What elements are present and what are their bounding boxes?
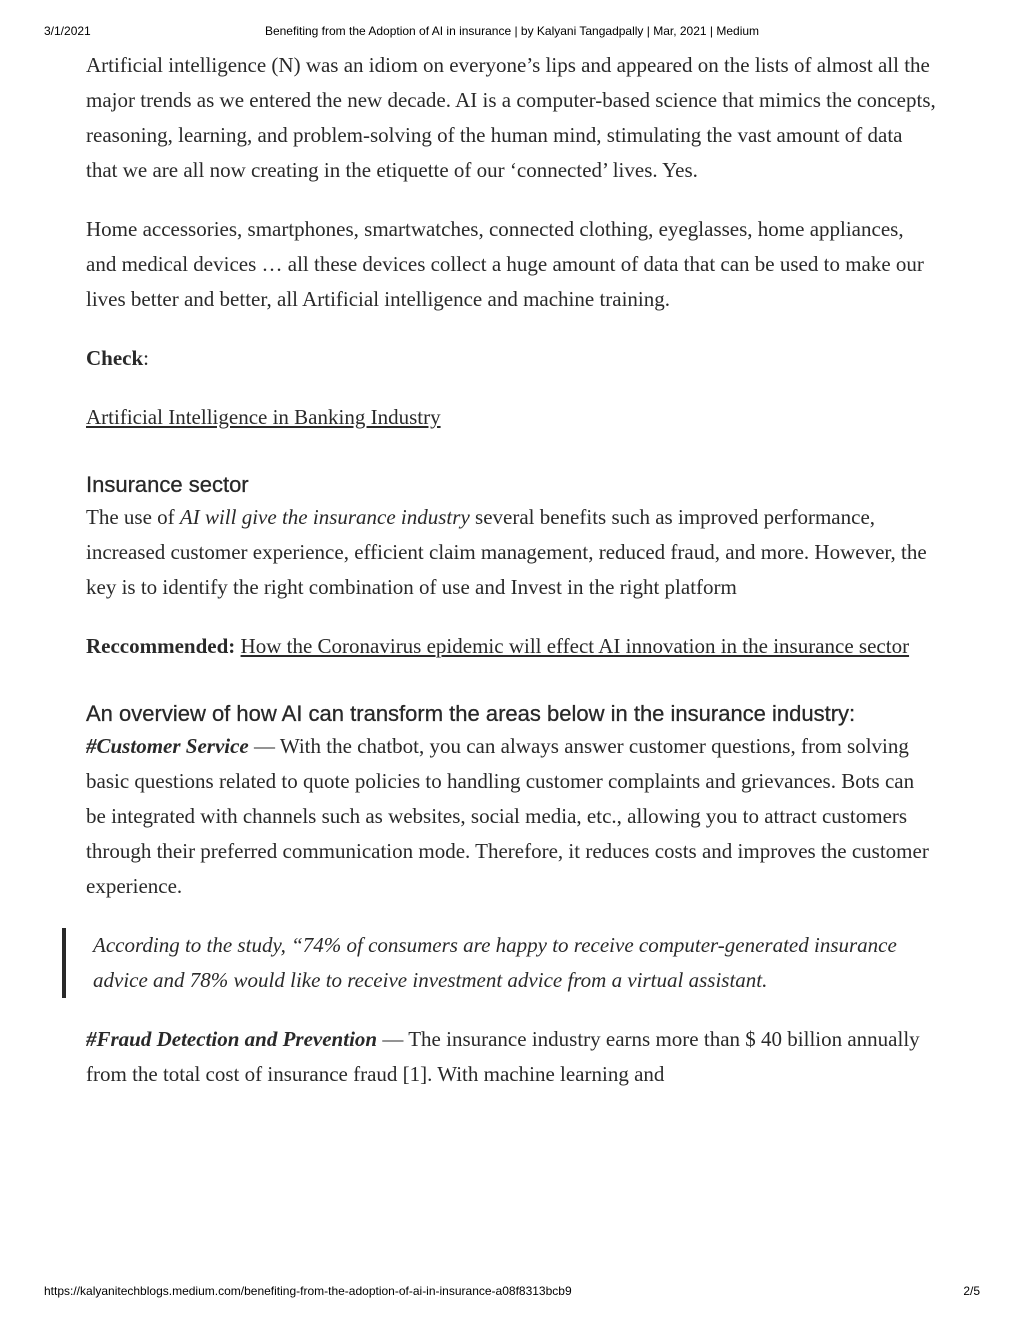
- fraud-text: — The insurance industry earns more than $ 40 billion annually from the total cost of insurance fraud [1]. With machine learning and: [86, 1027, 920, 1086]
- banking-industry-link[interactable]: Artificial Intelligence in Banking Industry: [86, 405, 441, 429]
- banking-paragraph: [86, 400, 936, 435]
- insurance-sector-heading: Insurance sector: [86, 472, 249, 497]
- study-quote-text: According to the study, “74% of consumers are happy to receive computer-generated insurance advice and 78% would like to receive investment advice from a virtual assistant.: [93, 933, 897, 992]
- insurance-text-italic: AI will give the insurance industry: [179, 505, 470, 529]
- overview-heading: An overview of how AI can transform the areas below in the insurance industry:: [86, 701, 856, 726]
- print-page-title: Benefiting from the Adoption of AI in insurance | by Kalyani Tangadpally | Mar, 2021 | Medium: [264, 24, 760, 38]
- check-label: Check: [86, 346, 144, 370]
- intro-paragraph: Artificial intelligence (N) was an idiom on everyone’s lips and appeared on the lists of almost all the major trends as we entered the new decade. AI is a computer-based science that mimics the concepts, reasoning, learning, and problem-solving of the human mind, stimulating the vast amount of data that we are all now creating in the etiquette of our ‘connected’ lives. Yes.: [86, 53, 936, 182]
- recommended-paragraph: [86, 629, 936, 664]
- print-footer: [0, 1284, 1024, 1300]
- fraud-label: #Fraud Detection and Prevention: [86, 1027, 378, 1051]
- print-date: 3/1/2021: [44, 24, 91, 38]
- insurance-paragraph: [86, 500, 936, 605]
- check-colon: :: [143, 346, 150, 370]
- customer-service-paragraph: [86, 729, 936, 904]
- insurance-text-post: several benefits such as improved performance, increased customer experience, efficient claim management, reduced fraud, and more. However, the key is to identify the right combination of use and Invest in the right platform: [86, 505, 927, 599]
- print-header: [0, 24, 1024, 40]
- customer-service-label: #Customer Service: [86, 734, 249, 758]
- article-body: [86, 48, 936, 1116]
- insurance-text-pre: The use of: [86, 505, 180, 529]
- coronavirus-article-link[interactable]: How the Coronavirus epidemic will effect AI innovation in the insurance sector: [240, 634, 910, 658]
- fraud-paragraph: [86, 1022, 936, 1092]
- check-paragraph: [86, 341, 936, 376]
- customer-service-text: — With the chatbot, you can always answer customer questions, from solving basic questions related to quote policies to handling customer complaints and grievances. Bots can be integrated with channels such as websites, social media, etc., allowing you to attract customers through their preferred communication mode. Therefore, it reduces costs and improves the customer experience.: [86, 734, 929, 898]
- print-page-number: 2/5: [963, 1284, 980, 1298]
- study-quote: [62, 928, 936, 998]
- print-url: https://kalyanitechblogs.medium.com/benefiting-from-the-adoption-of-ai-in-insurance-a08f8313bcb9: [44, 1284, 572, 1298]
- devices-paragraph: Home accessories, smartphones, smartwatches, connected clothing, eyeglasses, home appliances, and medical devices … all these devices collect a huge amount of data that can be used to make our lives better and better, all Artificial intelligence and machine training.: [86, 217, 924, 311]
- recommended-label: Reccommended:: [86, 634, 236, 658]
